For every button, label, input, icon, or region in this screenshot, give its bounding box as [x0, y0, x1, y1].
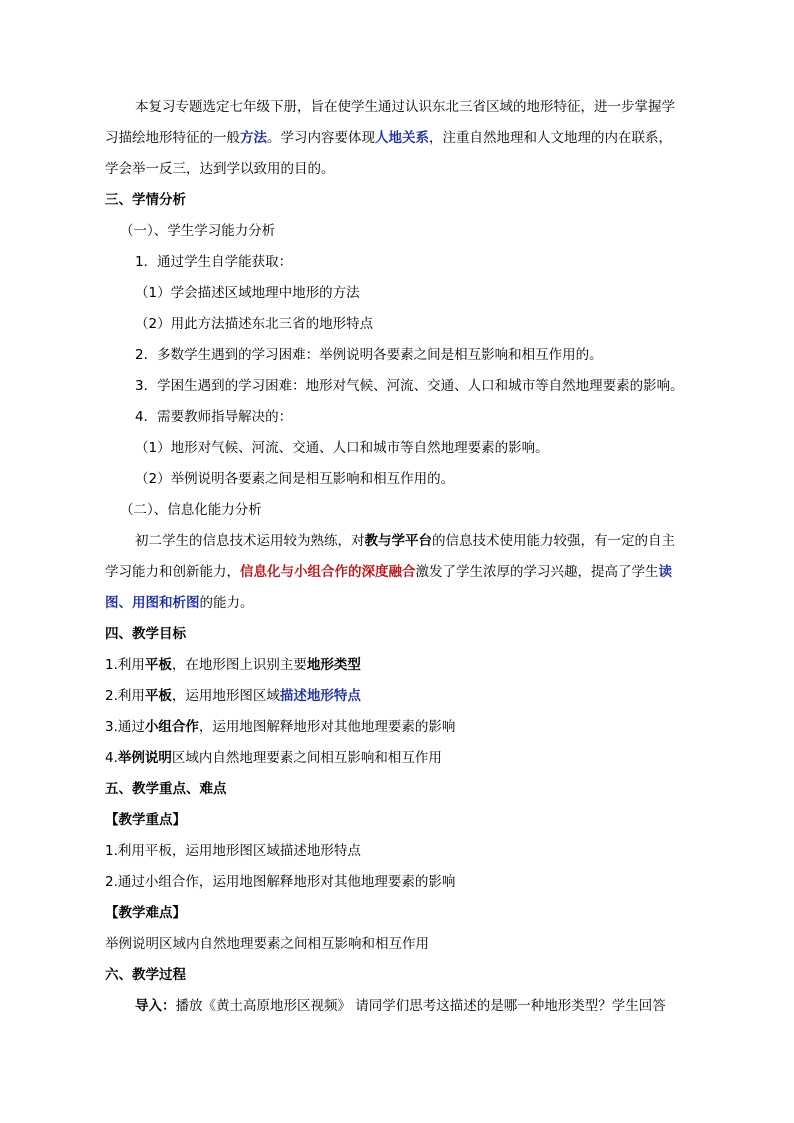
highlight-method: 方法 [240, 130, 267, 146]
intro-line-3: 学会举一反三，达到学以致用的目的。 [105, 161, 335, 177]
highlight-human-land: 人地关系 [375, 130, 429, 146]
list-item: 举例说明区域内自然地理要素之间相互影响和相互作用 [105, 936, 429, 952]
highlight-map-skills: 图、用图和析图 [105, 595, 200, 611]
list-item: 2.通过小组合作，运用地图解释地形对其他地理要素的影响 [105, 874, 456, 890]
highlight-platform: 教与学平台 [364, 533, 432, 549]
difficulty-label: 【教学难点】 [105, 905, 186, 921]
paragraph-line: 学习能力和创新能力，信息化与小组合作的深度融合激发了学生浓厚的学习兴趣，提高了学生读 [105, 564, 672, 580]
section-title-5: 五、教学重点、难点 [105, 781, 227, 797]
list-item: （1）地形对气候、河流、交通、人口和城市等自然地理要素的影响。 [135, 440, 549, 456]
section-title-3: 三、学情分析 [105, 192, 186, 208]
subsection-title-2: （二）、信息化能力分析 [120, 502, 262, 518]
paragraph-line: 初二学生的信息技术运用较为熟练，对教与学平台的信息技术使用能力较强，有一定的自主 [135, 533, 675, 549]
list-item: 2．多数学生遇到的学习困难：举例说明各要素之间是相互影响和相互作用的。 [135, 347, 603, 363]
highlight-integration: 信息化与小组合作的深度融合 [240, 564, 416, 580]
list-item: （1）学会描述区域地理中地形的方法 [135, 285, 360, 301]
key-points-label: 【教学重点】 [105, 812, 186, 828]
intro-line-1: 本复习专题选定七年级下册，旨在使学生通过认识东北三省区域的地形特征，进一步掌握学 [135, 99, 675, 115]
subsection-title-1: （一）、学生学习能力分析 [120, 223, 276, 239]
paragraph-line: 图、用图和析图的能力。 [105, 595, 254, 611]
list-item: 4．需要教师指导解决的： [135, 409, 293, 425]
list-item: 1．通过学生自学能获取： [135, 254, 293, 270]
list-item: （2）用此方法描述东北三省的地形特点 [135, 316, 374, 332]
list-item: 3．学困生遇到的学习困难：地形对气候、河流、交通、人口和城市等自然地理要素的影响。 [135, 378, 684, 394]
list-item: 1.利用平板，运用地形图区域描述地形特点 [105, 843, 361, 859]
lead-in-line: 导入：播放《黄土高原地形区视频》 请同学们思考这描述的是哪一种地形类型？学生回答 [135, 998, 666, 1014]
intro-line-2: 习描绘地形特征的一般方法。学习内容要体现人地关系，注重自然地理和人文地理的内在联系， [105, 130, 672, 146]
section-title-6: 六、教学过程 [105, 967, 186, 983]
goal-item: 1.利用平板，在地形图上识别主要地形类型 [105, 657, 361, 673]
goal-item: 2.利用平板，运用地形图区域描述地形特点 [105, 688, 361, 704]
goal-item: 4.举例说明区域内自然地理要素之间相互影响和相互作用 [105, 750, 442, 766]
list-item: （2）举例说明各要素之间是相互影响和相互作用的。 [135, 471, 455, 487]
goal-item: 3.通过小组合作，运用地图解释地形对其他地理要素的影响 [105, 719, 456, 735]
section-title-4: 四、教学目标 [105, 626, 186, 642]
